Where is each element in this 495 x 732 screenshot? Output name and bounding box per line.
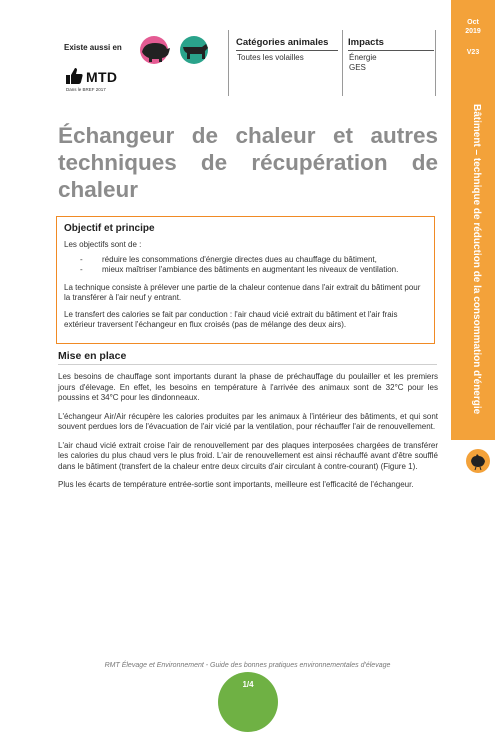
pig-icon — [140, 36, 170, 64]
list-item — [64, 255, 427, 266]
impacts-values — [349, 53, 377, 73]
list-item-text: mieux maîtriser l'ambiance des bâtiments en augmentant les niveaux de ventilation. — [102, 265, 399, 274]
date-year: 2019 — [465, 28, 481, 35]
animal-badges — [136, 34, 216, 66]
section-body — [58, 372, 438, 499]
section-divider — [58, 364, 437, 365]
exists-label: Existe aussi en — [64, 43, 122, 52]
categories-value: Toutes les volailles — [237, 53, 304, 62]
categories-title: Catégories animales — [236, 37, 329, 48]
impact-item: GES — [349, 63, 366, 72]
mtd-subtitle: Dans le BREF 2017 — [66, 87, 106, 92]
objective-title: Objectif et principe — [64, 223, 155, 234]
mtd-logo — [62, 66, 132, 96]
impacts-title: Impacts — [348, 37, 384, 48]
categories-underline — [236, 50, 338, 51]
section-title: Mise en place — [58, 350, 127, 362]
impacts-underline — [348, 50, 434, 51]
header-divider — [342, 30, 343, 96]
objective-paragraph: Le transfert des calories se fait par conduction : l'air chaud vicié extrait du bâtiment et l'air frais extérieur traversent l'échangeur en flux croisés (pas de mélange des deux airs). — [64, 309, 398, 329]
date-month: Oct — [467, 19, 479, 26]
body-paragraph: L'air chaud vicié extrait croise l'air de renouvellement par des plaques interposées chargées de transférer les calories du plus chaud vers le plus froid. L'air de renouvellement est ainsi réchauffé avant d'être soufflé dans le bâtiment (transfert de la chaleur entre deux circuits d'air circulant à contre-courant) (Figure 1). — [58, 440, 438, 471]
thumbs-up-icon — [64, 66, 84, 86]
header-divider — [228, 30, 229, 96]
list-item — [64, 265, 427, 276]
side-date — [451, 18, 495, 57]
objective-list — [64, 255, 427, 276]
hen-icon — [466, 449, 490, 473]
impact-item: Énergie — [349, 53, 377, 62]
header-left — [58, 30, 223, 100]
version-label: V23 — [466, 49, 480, 56]
objective-intro: Les objectifs sont de : — [64, 240, 142, 249]
body-paragraph: Plus les écarts de température entrée-sortie sont importants, meilleure est l'efficacité de l'échangeur. — [58, 480, 414, 489]
cow-icon — [180, 36, 208, 64]
objective-paragraph: La technique consiste à prélever une partie de la chaleur contenue dans l'air extrait du bâtiment pour la transférer à l'air neuf y entrant. — [64, 282, 421, 302]
objective-box — [56, 216, 435, 344]
list-item-text: réduire les consommations d'énergie directes dues au chauffage du bâtiment, — [102, 254, 377, 264]
body-paragraph: L'échangeur Air/Air récupère les calories produites par les animaux à l'intérieur des bâtiments, et qui sont souvent perdues lors de l'évacuation de l'air vicié par la ventilation, pour réchauffer l'air de renouvellement. — [58, 411, 438, 431]
page-number: 1/4 — [218, 672, 278, 732]
page-title: Échangeur de chaleur et autres techniques de récupération de chaleur — [58, 123, 438, 202]
header-divider — [435, 30, 436, 96]
footer-text: RMT Élevage et Environnement - Guide des bonnes pratiques environnementales d'élevage — [104, 662, 391, 669]
bullet: - — [80, 254, 83, 264]
mtd-logo-text: MTD — [86, 69, 118, 85]
bullet: - — [80, 265, 83, 274]
side-title: Bâtiment – technique de réduction de la consommation d'énergie — [471, 104, 482, 415]
body-paragraph: Les besoins de chauffage sont importants durant la phase de préchauffage du poulailler et les premiers jours d'élevage. En effet, les besoins en température à l'arrivée des animaux sont de 32°C pour les poussins et 34°C pour les dindonneaux. — [58, 372, 438, 402]
